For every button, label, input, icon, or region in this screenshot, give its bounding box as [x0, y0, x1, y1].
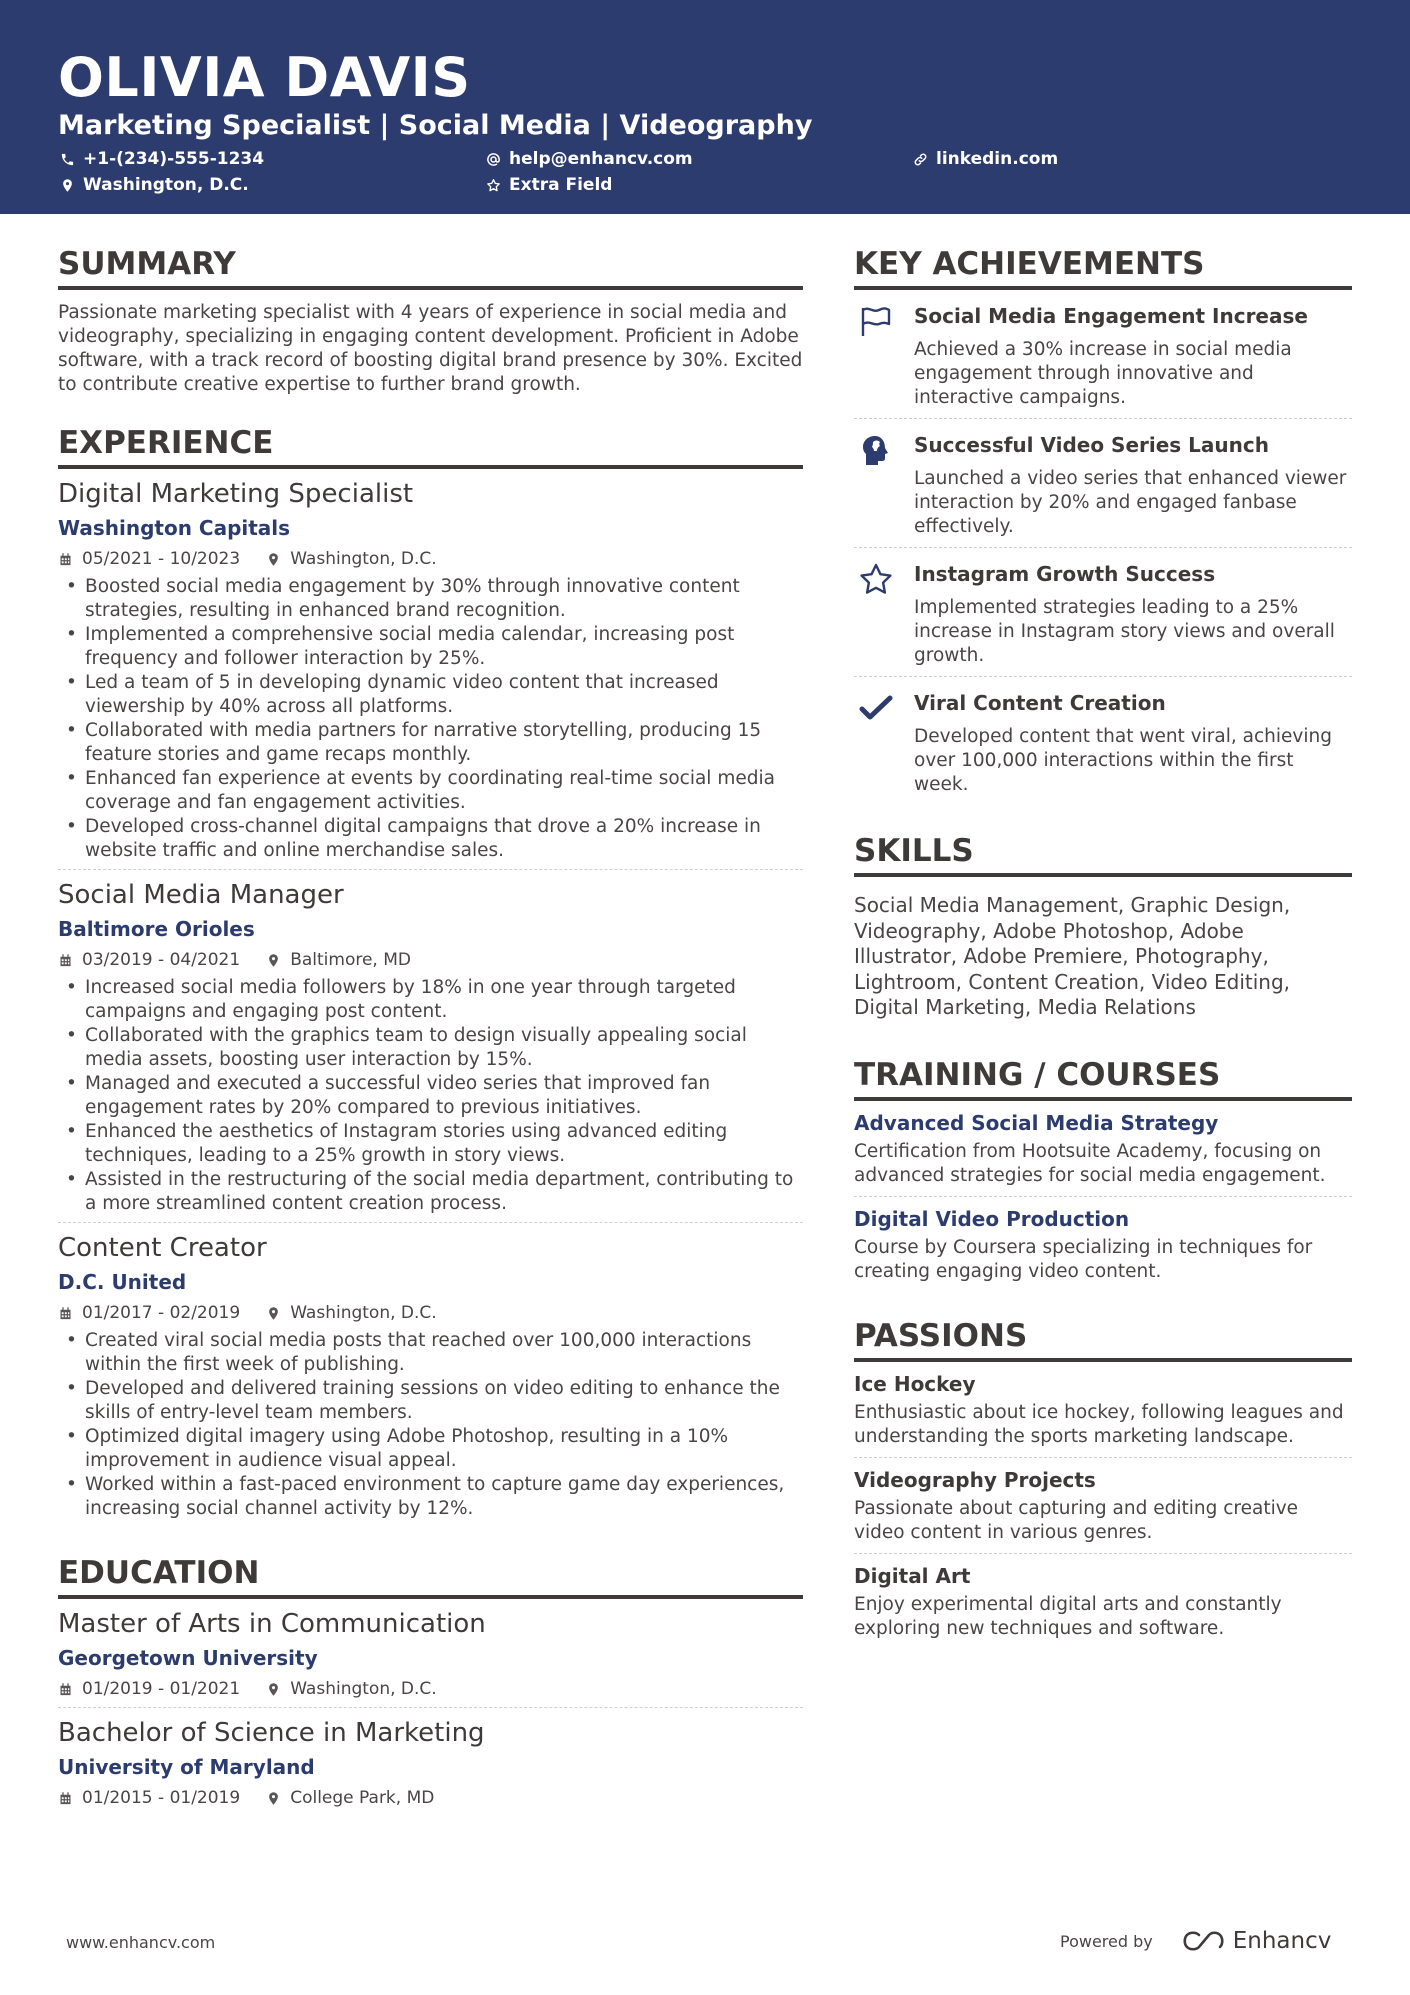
- education-entry: [58, 1607, 803, 1708]
- phone-icon: [60, 152, 75, 167]
- bullet-item: • Assisted in the restructuring of the social media department, contributing to a more streamlined content creation process.: [58, 1168, 803, 1216]
- calendar-icon: [58, 552, 73, 567]
- candidate-headline: Marketing Specialist | Social Media | Videography: [58, 110, 813, 141]
- job-meta: [58, 948, 803, 972]
- enhancv-logo-icon: [1179, 1929, 1227, 1953]
- passion-title: Ice Hockey: [854, 1371, 976, 1396]
- job-bullets: [58, 1329, 803, 1521]
- achievement-item: [854, 290, 1352, 419]
- job-meta: [58, 1301, 803, 1325]
- achievements-title: KEY ACHIEVEMENTS: [854, 244, 1352, 290]
- achievement-item: [854, 548, 1352, 677]
- bullet-item: • Developed and delivered training sessions on video editing to enhance the skills of entry-level team members.: [58, 1377, 803, 1425]
- location-pin-icon: [266, 1682, 281, 1697]
- job-dates: 05/2021 - 10/2023: [82, 549, 241, 569]
- degree-title: Bachelor of Science in Marketing: [58, 1718, 485, 1748]
- job-title: Content Creator: [58, 1233, 267, 1263]
- contact-phone[interactable]: [60, 148, 264, 170]
- bullet-item: • Collaborated with the graphics team to design visually appealing social media assets, boosting user interaction by 15%.: [58, 1024, 803, 1072]
- summary-text: Passionate marketing specialist with 4 years of experience in social media and videography, specializing in engaging content development. Proficient in Adobe software, with a track record of boosting digital brand presence by 30%. Excited to contribute creative expertise to further brand growth.: [58, 302, 803, 395]
- bullet-item: • Implemented a comprehensive social media calendar, increasing post frequency and follower interaction by 25%.: [58, 623, 803, 671]
- company-name: D.C. United: [58, 1270, 187, 1294]
- checkmark-icon: [858, 691, 894, 727]
- passion-description: Enjoy experimental digital arts and constantly exploring new techniques and software.: [854, 1593, 1282, 1639]
- location-pin-icon: [266, 1306, 281, 1321]
- location-pin-icon: [60, 178, 75, 193]
- summary-title: SUMMARY: [58, 244, 803, 290]
- bullet-item: • Increased social media followers by 18% in one year through targeted campaigns and engaging post content.: [58, 976, 803, 1024]
- at-icon: [486, 152, 501, 167]
- training-title-text: Advanced Social Media Strategy: [854, 1110, 1219, 1135]
- job-meta: [58, 547, 803, 571]
- education-section: [58, 1553, 803, 1816]
- training-description: Course by Coursera specializing in techniques for creating engaging video content.: [854, 1236, 1313, 1282]
- passion-item: [854, 1554, 1352, 1649]
- calendar-icon: [58, 1791, 73, 1806]
- job-location-text: Baltimore, MD: [290, 950, 411, 970]
- job-location: [266, 1301, 436, 1325]
- job-dates: 01/2017 - 02/2019: [82, 1303, 241, 1323]
- education-location-text: College Park, MD: [290, 1788, 435, 1808]
- achievement-text: Launched a video series that enhanced viewer interaction by 20% and engaged fanbase effectively.: [914, 468, 1347, 537]
- achievement-text: Achieved a 30% increase in social media engagement through innovative and interactive campaigns.: [914, 339, 1292, 408]
- bullet-item: • Developed cross-channel digital campaigns that drove a 20% increase in website traffic and online merchandise sales.: [58, 815, 803, 863]
- location-text: Washington, D.C.: [83, 175, 249, 195]
- contact-linkedin[interactable]: [913, 148, 1058, 170]
- candidate-name: OLIVIA DAVIS: [58, 46, 471, 109]
- achievement-text: Implemented strategies leading to a 25% increase in Instagram story views and overall growth.: [914, 597, 1335, 666]
- education-meta: [58, 1786, 803, 1810]
- star-icon: [858, 562, 894, 598]
- education-entry: [58, 1716, 803, 1816]
- linkedin-text: linkedin.com: [936, 149, 1059, 169]
- bullet-item: • Managed and executed a successful video series that improved fan engagement rates by 20% compared to previous initiatives.: [58, 1072, 803, 1120]
- bullet-item: • Created viral social media posts that reached over 100,000 interactions within the first week of publishing.: [58, 1329, 803, 1377]
- bullet-item: • Boosted social media engagement by 30% through innovative content strategies, resulting in enhanced brand recognition.: [58, 575, 803, 623]
- star-outline-icon: [486, 178, 501, 193]
- bullet-item: • Optimized digital imagery using Adobe Photoshop, resulting in a 10% improvement in audience visual appeal.: [58, 1425, 803, 1473]
- email-text: help@enhancv.com: [509, 149, 693, 169]
- job-entry: [58, 878, 803, 1223]
- footer-website[interactable]: www.enhancv.com: [66, 1933, 216, 1952]
- school-name: University of Maryland: [58, 1755, 315, 1779]
- job-title: Digital Marketing Specialist: [58, 479, 414, 509]
- passion-title: Digital Art: [854, 1563, 971, 1588]
- right-column: [854, 244, 1352, 1649]
- bullet-item: • Enhanced fan experience at events by coordinating real-time social media coverage and fan engagement activities.: [58, 767, 803, 815]
- resume-header: [0, 0, 1410, 214]
- job-dates: 03/2019 - 04/2021: [82, 950, 241, 970]
- skills-title: SKILLS: [854, 831, 1352, 877]
- passions-section: [854, 1316, 1352, 1649]
- location-pin-icon: [266, 953, 281, 968]
- achievement-text: Developed content that went viral, achieving over 100,000 interactions within the first week.: [914, 726, 1332, 795]
- job-title: Social Media Manager: [58, 880, 344, 910]
- job-entry: [58, 477, 803, 870]
- education-location: [266, 1677, 436, 1701]
- achievement-title: Social Media Engagement Increase: [914, 304, 1308, 328]
- location-pin-icon: [266, 1791, 281, 1806]
- contact-location: [60, 174, 249, 196]
- achievement-title: Successful Video Series Launch: [914, 433, 1269, 457]
- education-location-text: Washington, D.C.: [290, 1679, 437, 1699]
- training-description: Certification from Hootsuite Academy, focusing on advanced strategies for social media engagement.: [854, 1140, 1326, 1186]
- skills-text: Social Media Management, Graphic Design, Videography, Adobe Photoshop, Adobe Illustrator, Adobe Premiere, Photography, Lightroom, Content Creation, Video Editing, Digital Marketing, Media Relations: [854, 893, 1291, 1019]
- calendar-icon: [58, 1306, 73, 1321]
- skills-section: [854, 831, 1352, 1021]
- passion-description: Passionate about capturing and editing creative video content in various genres.: [854, 1497, 1299, 1543]
- bullet-item: • Worked within a fast-paced environment to capture game day experiences, increasing social channel activity by 12%.: [58, 1473, 803, 1521]
- job-location-text: Washington, D.C.: [290, 1303, 437, 1323]
- training-title-text: Digital Video Production: [854, 1206, 1130, 1231]
- degree-title: Master of Arts in Communication: [58, 1609, 486, 1639]
- company-name: Baltimore Orioles: [58, 917, 255, 941]
- achievement-item: [854, 419, 1352, 548]
- achievement-item: [854, 677, 1352, 805]
- training-title: TRAINING / COURSES: [854, 1055, 1352, 1101]
- summary-section: [58, 244, 803, 397]
- experience-title: EXPERIENCE: [58, 423, 803, 469]
- flag-icon: [858, 304, 894, 340]
- bullet-item: • Led a team of 5 in developing dynamic video content that increased viewership by 40% across all platforms.: [58, 671, 803, 719]
- achievements-section: [854, 244, 1352, 805]
- company-name: Washington Capitals: [58, 516, 291, 540]
- education-dates: 01/2015 - 01/2019: [82, 1788, 241, 1808]
- passion-item: [854, 1362, 1352, 1458]
- job-location-text: Washington, D.C.: [290, 549, 437, 569]
- job-location: [266, 948, 411, 972]
- link-icon: [913, 152, 928, 167]
- achievement-title: Instagram Growth Success: [914, 562, 1216, 586]
- training-section: [854, 1055, 1352, 1292]
- phone-text: +1-(234)-555-1234: [83, 149, 265, 169]
- education-location: [266, 1786, 434, 1810]
- training-item: [854, 1101, 1352, 1197]
- extra-text: Extra Field: [509, 175, 613, 195]
- experience-section: [58, 423, 803, 1527]
- left-column: [58, 244, 803, 1816]
- passion-item: [854, 1458, 1352, 1554]
- head-icon: [858, 433, 894, 469]
- bullet-item: • Enhanced the aesthetics of Instagram stories using advanced editing techniques, leading to a 25% growth in story views.: [58, 1120, 803, 1168]
- contact-extra: [486, 174, 612, 196]
- achievement-title: Viral Content Creation: [914, 691, 1166, 715]
- education-meta: [58, 1677, 803, 1701]
- footer-branding: [1060, 1928, 1331, 1954]
- calendar-icon: [58, 953, 73, 968]
- location-pin-icon: [266, 552, 281, 567]
- bullet-item: • Collaborated with media partners for narrative storytelling, producing 15 feature stories and game recaps monthly.: [58, 719, 803, 767]
- passions-title: PASSIONS: [854, 1316, 1352, 1362]
- education-title: EDUCATION: [58, 1553, 803, 1599]
- job-bullets: [58, 575, 803, 863]
- brand-name: Enhancv: [1232, 1928, 1332, 1954]
- education-dates: 01/2019 - 01/2021: [82, 1679, 241, 1699]
- passion-title: Videography Projects: [854, 1467, 1096, 1492]
- contact-email[interactable]: [486, 148, 693, 170]
- school-name: Georgetown University: [58, 1646, 318, 1670]
- passion-description: Enthusiastic about ice hockey, following leagues and understanding the sports marketing landscape.: [854, 1401, 1344, 1447]
- powered-by-text: Powered by: [1060, 1931, 1153, 1951]
- training-item: [854, 1197, 1352, 1292]
- job-bullets: [58, 976, 803, 1216]
- job-location: [266, 547, 436, 571]
- calendar-icon: [58, 1682, 73, 1697]
- job-entry: [58, 1231, 803, 1527]
- brand-logo[interactable]: [1179, 1928, 1332, 1954]
